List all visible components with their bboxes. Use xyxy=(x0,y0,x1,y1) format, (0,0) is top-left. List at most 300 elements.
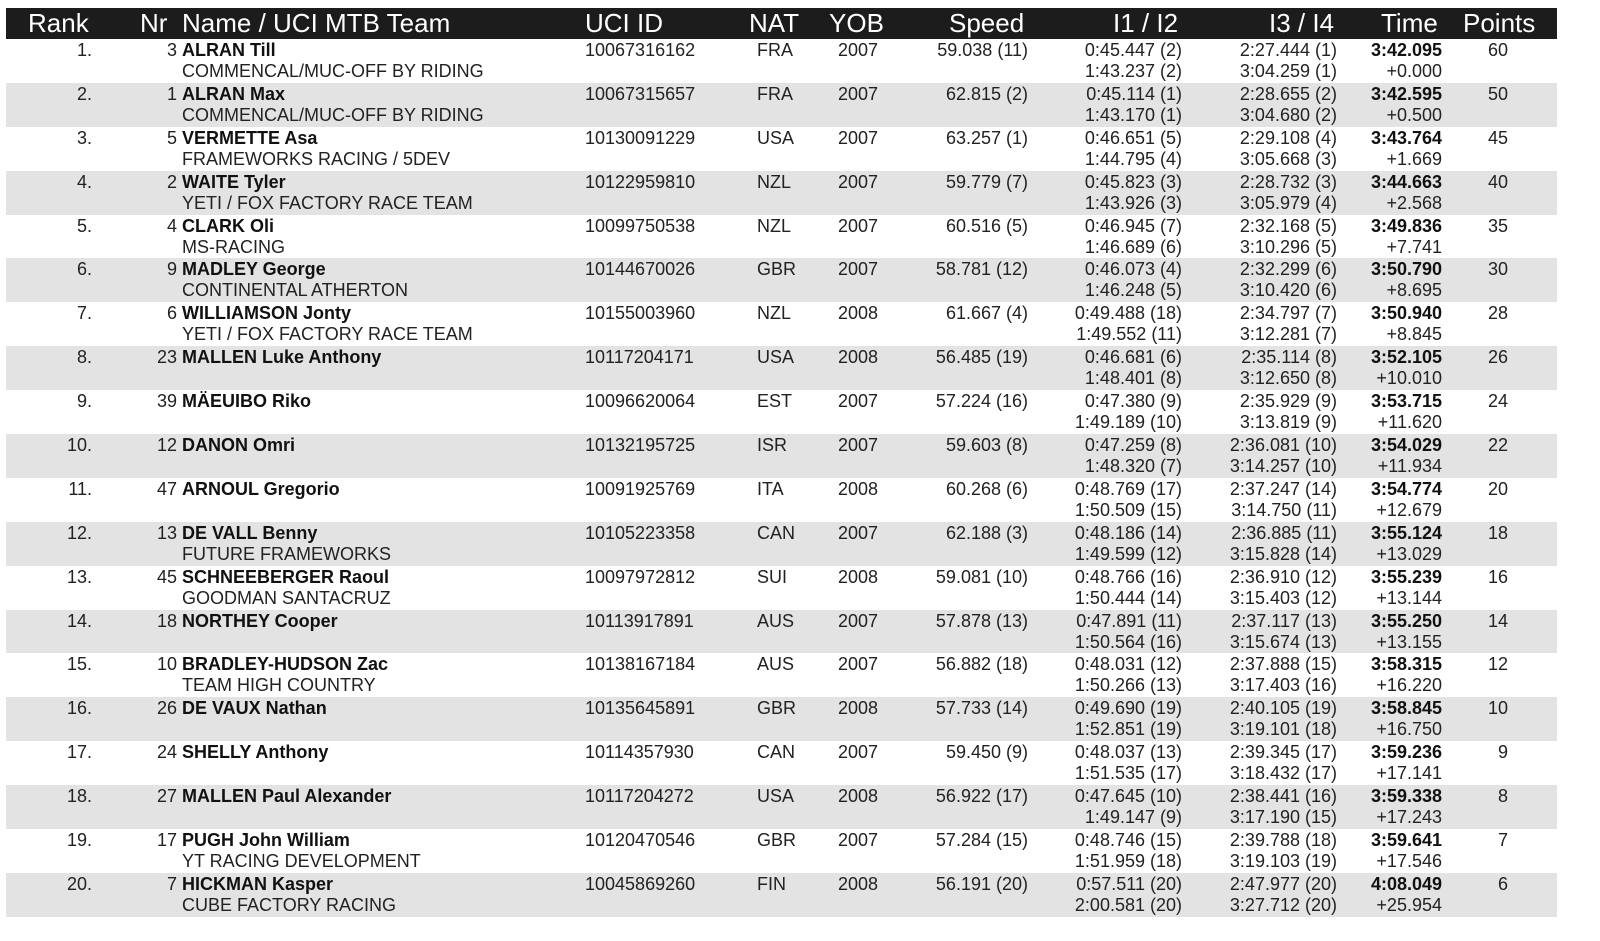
nation-cell: FRA xyxy=(757,83,793,104)
uci-id-cell: 10130091229 xyxy=(585,127,696,148)
speed-cell: 60.268 (6) xyxy=(945,478,1028,499)
rider-name: DANON Omri xyxy=(182,435,296,456)
rank-cell: 8. xyxy=(76,347,92,368)
speed-cell: 59.779 (7) xyxy=(945,171,1028,192)
team-name: FRAMEWORKS RACING / 5DEV xyxy=(182,148,451,169)
uci-id-cell: 10132195725 xyxy=(585,435,696,456)
number-cell: 45 xyxy=(156,566,177,587)
finish-time: 3:54.029 xyxy=(1370,435,1442,456)
rank-cell: 16. xyxy=(66,698,92,719)
split-i2: 1:46.689 (6) xyxy=(1084,236,1182,257)
speed-cell: 58.781 (12) xyxy=(935,259,1028,280)
rank-cell: 17. xyxy=(66,742,92,763)
rank-cell: 6. xyxy=(76,259,92,280)
speed-cell: 56.191 (20) xyxy=(935,873,1028,894)
time-gap: +25.954 xyxy=(1376,894,1442,915)
header-name-team: Name / UCI MTB Team xyxy=(182,8,451,38)
header-nat: NAT xyxy=(749,8,800,38)
points-cell: 9 xyxy=(1497,742,1508,763)
rank-cell: 1. xyxy=(76,40,92,60)
team-name: YETI / FOX FACTORY RACE TEAM xyxy=(182,192,473,213)
split-i4: 3:19.103 (19) xyxy=(1229,851,1337,872)
split-i4: 3:17.190 (15) xyxy=(1229,807,1337,828)
time-gap: +0.000 xyxy=(1386,61,1442,81)
split-i4: 3:14.750 (11) xyxy=(1231,499,1337,520)
split-i3: 2:40.105 (19) xyxy=(1229,698,1337,719)
rank-cell: 14. xyxy=(66,610,92,631)
table-row xyxy=(6,39,1557,83)
split-i4: 3:15.828 (14) xyxy=(1229,543,1337,564)
nation-cell: FRA xyxy=(757,40,793,60)
uci-id-cell: 10097972812 xyxy=(585,566,696,587)
number-cell: 7 xyxy=(166,873,177,894)
number-cell: 10 xyxy=(156,654,177,675)
points-cell: 24 xyxy=(1487,391,1508,412)
yob-cell: 2007 xyxy=(838,522,879,543)
yob-cell: 2007 xyxy=(838,742,879,763)
team-name: MS-RACING xyxy=(182,236,285,257)
split-i1: 0:48.186 (14) xyxy=(1074,522,1182,543)
finish-time: 3:52.105 xyxy=(1370,347,1442,368)
split-i4: 3:19.101 (18) xyxy=(1229,719,1337,740)
rider-name: WAITE Tyler xyxy=(182,171,286,192)
split-i2: 1:49.189 (10) xyxy=(1074,412,1182,433)
rank-cell: 12. xyxy=(66,522,92,543)
split-i2: 1:49.599 (12) xyxy=(1074,543,1182,564)
split-i1: 0:47.891 (11) xyxy=(1076,610,1182,631)
split-i1: 0:46.073 (4) xyxy=(1084,259,1182,280)
header-rank: Rank xyxy=(28,8,89,38)
split-i1: 0:49.690 (19) xyxy=(1074,698,1182,719)
number-cell: 4 xyxy=(166,215,177,236)
finish-time: 3:59.641 xyxy=(1370,830,1442,851)
header-nr: Nr xyxy=(140,8,168,38)
split-i3: 2:38.441 (16) xyxy=(1229,786,1337,807)
split-i3: 2:36.081 (10) xyxy=(1229,435,1337,456)
header-speed: Speed xyxy=(949,8,1025,38)
split-i3: 2:32.168 (5) xyxy=(1239,215,1337,236)
header-i3-i4: I3 / I4 xyxy=(1269,8,1335,38)
rank-cell: 19. xyxy=(66,830,92,851)
nation-cell: GBR xyxy=(757,698,797,719)
speed-cell: 57.878 (13) xyxy=(935,610,1028,631)
rank-cell: 11. xyxy=(68,478,92,499)
split-i4: 3:18.432 (17) xyxy=(1229,763,1337,784)
rider-name: MALLEN Luke Anthony xyxy=(182,347,382,368)
split-i1: 0:47.645 (10) xyxy=(1074,786,1182,807)
table-row xyxy=(6,83,1557,127)
rider-name: DE VALL Benny xyxy=(182,522,318,543)
team-name: FUTURE FRAMEWORKS xyxy=(182,543,391,564)
split-i3: 2:27.444 (1) xyxy=(1239,40,1337,60)
points-cell: 50 xyxy=(1487,83,1508,104)
yob-cell: 2007 xyxy=(838,259,879,280)
yob-cell: 2007 xyxy=(838,215,879,236)
time-gap: +17.243 xyxy=(1376,807,1442,828)
points-cell: 22 xyxy=(1487,435,1508,456)
split-i1: 0:45.823 (3) xyxy=(1084,171,1182,192)
split-i3: 2:37.888 (15) xyxy=(1229,654,1337,675)
table-row xyxy=(6,302,1557,346)
time-gap: +16.220 xyxy=(1376,675,1442,696)
team-name: COMMENCAL/MUC-OFF BY RIDING xyxy=(182,104,484,125)
uci-id-cell: 10135645891 xyxy=(585,698,696,719)
split-i1: 0:46.681 (6) xyxy=(1084,347,1182,368)
rider-name: ALRAN Till xyxy=(182,40,276,60)
rider-name: MADLEY George xyxy=(182,259,326,280)
rank-cell: 9. xyxy=(76,391,92,412)
split-i3: 2:28.655 (2) xyxy=(1239,83,1337,104)
split-i3: 2:35.114 (8) xyxy=(1241,347,1337,368)
yob-cell: 2007 xyxy=(838,391,879,412)
table-row xyxy=(6,390,1557,434)
finish-time: 3:59.338 xyxy=(1370,786,1442,807)
table-body xyxy=(6,39,1557,917)
finish-time: 3:55.250 xyxy=(1370,610,1442,631)
nation-cell: EST xyxy=(757,391,793,412)
rider-name: NORTHEY Cooper xyxy=(182,610,338,631)
split-i2: 1:43.926 (3) xyxy=(1084,192,1182,213)
number-cell: 3 xyxy=(166,40,177,60)
team-name: CONTINENTAL ATHERTON xyxy=(182,280,409,301)
split-i2: 2:00.581 (20) xyxy=(1074,894,1182,915)
yob-cell: 2007 xyxy=(838,654,879,675)
rank-cell: 20. xyxy=(66,873,92,894)
split-i4: 3:10.296 (5) xyxy=(1239,236,1337,257)
rider-name: VERMETTE Asa xyxy=(182,127,318,148)
points-cell: 60 xyxy=(1487,40,1508,60)
number-cell: 27 xyxy=(156,786,177,807)
points-cell: 26 xyxy=(1487,347,1508,368)
yob-cell: 2007 xyxy=(838,171,879,192)
split-i1: 0:45.114 (1) xyxy=(1086,83,1182,104)
number-cell: 47 xyxy=(156,478,177,499)
split-i4: 3:14.257 (10) xyxy=(1229,456,1337,477)
table-header xyxy=(6,8,1557,39)
team-name: YETI / FOX FACTORY RACE TEAM xyxy=(182,324,473,345)
table-row xyxy=(6,610,1557,654)
speed-cell: 59.038 (11) xyxy=(937,40,1028,60)
split-i1: 0:49.488 (18) xyxy=(1074,303,1182,324)
rider-name: ARNOUL Gregorio xyxy=(182,478,340,499)
nation-cell: CAN xyxy=(757,522,796,543)
uci-id-cell: 10138167184 xyxy=(585,654,696,675)
time-gap: +7.741 xyxy=(1386,236,1442,257)
finish-time: 3:50.790 xyxy=(1370,259,1442,280)
split-i2: 1:50.509 (15) xyxy=(1074,499,1182,520)
number-cell: 9 xyxy=(166,259,177,280)
rank-cell: 2. xyxy=(76,83,92,104)
nation-cell: USA xyxy=(757,347,795,368)
uci-id-cell: 10114357930 xyxy=(585,742,694,763)
split-i3: 2:47.977 (20) xyxy=(1229,873,1337,894)
yob-cell: 2008 xyxy=(838,786,879,807)
speed-cell: 59.603 (8) xyxy=(945,435,1028,456)
yob-cell: 2008 xyxy=(838,873,879,894)
yob-cell: 2008 xyxy=(838,347,879,368)
uci-id-cell: 10091925769 xyxy=(585,478,696,499)
split-i2: 1:43.237 (2) xyxy=(1084,61,1182,81)
uci-id-cell: 10117204171 xyxy=(585,347,694,368)
rider-name: CLARK Oli xyxy=(182,215,274,236)
number-cell: 12 xyxy=(156,435,177,456)
speed-cell: 63.257 (1) xyxy=(945,127,1028,148)
yob-cell: 2008 xyxy=(838,698,879,719)
split-i3: 2:28.732 (3) xyxy=(1239,171,1337,192)
split-i2: 1:49.147 (9) xyxy=(1084,807,1182,828)
uci-id-cell: 10113917891 xyxy=(585,610,694,631)
table-row xyxy=(6,434,1557,478)
time-gap: +1.669 xyxy=(1386,148,1442,169)
split-i2: 1:46.248 (5) xyxy=(1084,280,1182,301)
split-i2: 1:48.401 (8) xyxy=(1084,368,1182,389)
time-gap: +10.010 xyxy=(1376,368,1442,389)
points-cell: 35 xyxy=(1487,215,1508,236)
yob-cell: 2008 xyxy=(838,303,879,324)
uci-id-cell: 10045869260 xyxy=(585,873,696,894)
team-name: YT RACING DEVELOPMENT xyxy=(182,851,421,872)
time-gap: +8.695 xyxy=(1386,280,1442,301)
points-cell: 6 xyxy=(1497,873,1508,894)
time-gap: +13.029 xyxy=(1376,543,1442,564)
speed-cell: 62.815 (2) xyxy=(945,83,1028,104)
rider-name: MALLEN Paul Alexander xyxy=(182,786,392,807)
team-name: CUBE FACTORY RACING xyxy=(182,894,397,915)
split-i4: 3:05.668 (3) xyxy=(1239,148,1337,169)
finish-time: 3:43.764 xyxy=(1370,127,1442,148)
split-i4: 3:12.281 (7) xyxy=(1239,324,1337,345)
split-i4: 3:05.979 (4) xyxy=(1239,192,1337,213)
speed-cell: 56.882 (18) xyxy=(935,654,1028,675)
split-i2: 1:48.320 (7) xyxy=(1084,456,1182,477)
points-cell: 20 xyxy=(1487,478,1508,499)
split-i4: 3:10.420 (6) xyxy=(1239,280,1337,301)
uci-id-cell: 10122959810 xyxy=(585,171,696,192)
split-i3: 2:29.108 (4) xyxy=(1239,127,1337,148)
points-cell: 8 xyxy=(1497,786,1508,807)
header-points: Points xyxy=(1463,8,1536,38)
split-i3: 2:37.247 (14) xyxy=(1229,478,1337,499)
nation-cell: USA xyxy=(757,127,795,148)
time-gap: +11.620 xyxy=(1377,412,1442,433)
nation-cell: AUS xyxy=(757,610,795,631)
split-i1: 0:48.031 (12) xyxy=(1074,654,1182,675)
split-i1: 0:47.259 (8) xyxy=(1084,435,1182,456)
rider-name: SHELLY Anthony xyxy=(182,742,329,763)
time-gap: +13.144 xyxy=(1376,587,1442,608)
split-i1: 0:48.766 (16) xyxy=(1074,566,1182,587)
number-cell: 39 xyxy=(156,391,177,412)
rank-cell: 7. xyxy=(76,303,92,324)
table-row xyxy=(6,258,1557,302)
finish-time: 3:44.663 xyxy=(1370,171,1442,192)
rider-name: BRADLEY-HUDSON Zac xyxy=(182,654,389,675)
split-i2: 1:52.851 (19) xyxy=(1074,719,1182,740)
finish-time: 3:49.836 xyxy=(1370,215,1442,236)
table-row xyxy=(6,785,1557,829)
split-i1: 0:48.746 (15) xyxy=(1074,830,1182,851)
split-i3: 2:32.299 (6) xyxy=(1239,259,1337,280)
finish-time: 3:42.095 xyxy=(1370,40,1442,60)
rider-name: SCHNEEBERGER Raoul xyxy=(182,566,390,587)
finish-time: 3:50.940 xyxy=(1370,303,1442,324)
number-cell: 6 xyxy=(166,303,177,324)
finish-time: 3:54.774 xyxy=(1370,478,1442,499)
split-i3: 2:36.910 (12) xyxy=(1229,566,1337,587)
split-i3: 2:36.885 (11) xyxy=(1231,522,1337,543)
split-i1: 0:48.037 (13) xyxy=(1074,742,1182,763)
nation-cell: NZL xyxy=(757,215,792,236)
split-i4: 3:15.403 (12) xyxy=(1229,587,1337,608)
nation-cell: USA xyxy=(757,786,795,807)
rank-cell: 3. xyxy=(76,127,92,148)
split-i1: 0:57.511 (20) xyxy=(1076,873,1182,894)
uci-id-cell: 10144670026 xyxy=(585,259,696,280)
points-cell: 12 xyxy=(1487,654,1508,675)
rank-cell: 18. xyxy=(66,786,92,807)
rank-cell: 15. xyxy=(66,654,92,675)
split-i2: 1:51.535 (17) xyxy=(1074,763,1182,784)
split-i2: 1:43.170 (1) xyxy=(1084,104,1182,125)
table-row xyxy=(6,346,1557,390)
points-cell: 30 xyxy=(1487,259,1508,280)
yob-cell: 2007 xyxy=(838,83,879,104)
table-row xyxy=(6,478,1557,522)
finish-time: 4:08.049 xyxy=(1370,873,1442,894)
time-gap: +8.845 xyxy=(1386,324,1442,345)
nation-cell: SUI xyxy=(757,566,788,587)
points-cell: 45 xyxy=(1487,127,1508,148)
split-i2: 1:50.564 (16) xyxy=(1074,631,1182,652)
finish-time: 3:55.124 xyxy=(1370,522,1442,543)
split-i2: 1:50.266 (13) xyxy=(1074,675,1182,696)
split-i4: 3:15.674 (13) xyxy=(1229,631,1337,652)
points-cell: 40 xyxy=(1487,171,1508,192)
split-i3: 2:34.797 (7) xyxy=(1239,303,1337,324)
table-row xyxy=(6,653,1557,697)
split-i3: 2:39.345 (17) xyxy=(1229,742,1337,763)
uci-id-cell: 10155003960 xyxy=(585,303,696,324)
time-gap: +11.934 xyxy=(1377,456,1442,477)
split-i2: 1:49.552 (11) xyxy=(1076,324,1182,345)
speed-cell: 61.667 (4) xyxy=(945,303,1028,324)
split-i2: 1:44.795 (4) xyxy=(1084,148,1182,169)
time-gap: +0.500 xyxy=(1386,104,1442,125)
split-i4: 3:17.403 (16) xyxy=(1229,675,1337,696)
finish-time: 3:59.236 xyxy=(1370,742,1442,763)
split-i1: 0:47.380 (9) xyxy=(1084,391,1182,412)
header-yob: YOB xyxy=(829,8,884,38)
split-i1: 0:45.447 (2) xyxy=(1084,40,1182,60)
nation-cell: FIN xyxy=(757,873,786,894)
results-table xyxy=(6,8,1557,917)
speed-cell: 62.188 (3) xyxy=(945,522,1028,543)
speed-cell: 59.081 (10) xyxy=(935,566,1028,587)
speed-cell: 57.733 (14) xyxy=(935,698,1028,719)
yob-cell: 2007 xyxy=(838,610,879,631)
yob-cell: 2007 xyxy=(838,40,879,60)
number-cell: 24 xyxy=(156,742,177,763)
finish-time: 3:58.845 xyxy=(1370,698,1442,719)
time-gap: +17.141 xyxy=(1376,763,1442,784)
uci-id-cell: 10067316162 xyxy=(585,40,696,60)
split-i4: 3:27.712 (20) xyxy=(1229,894,1337,915)
split-i3: 2:39.788 (18) xyxy=(1229,830,1337,851)
rank-cell: 10. xyxy=(66,435,92,456)
time-gap: +17.546 xyxy=(1376,851,1442,872)
uci-id-cell: 10067315657 xyxy=(585,83,696,104)
team-name: TEAM HIGH COUNTRY xyxy=(182,675,376,696)
table-row xyxy=(6,829,1557,873)
split-i3: 2:37.117 (13) xyxy=(1231,610,1337,631)
table-row xyxy=(6,566,1557,610)
yob-cell: 2007 xyxy=(838,435,879,456)
uci-id-cell: 10099750538 xyxy=(585,215,696,236)
split-i4: 3:04.259 (1) xyxy=(1239,61,1337,81)
time-gap: +2.568 xyxy=(1386,192,1442,213)
speed-cell: 57.224 (16) xyxy=(935,391,1028,412)
split-i1: 0:46.651 (5) xyxy=(1084,127,1182,148)
table-row xyxy=(6,873,1557,917)
points-cell: 28 xyxy=(1487,303,1508,324)
number-cell: 23 xyxy=(156,347,177,368)
speed-cell: 57.284 (15) xyxy=(935,830,1028,851)
yob-cell: 2007 xyxy=(838,127,879,148)
split-i4: 3:04.680 (2) xyxy=(1239,104,1337,125)
nation-cell: GBR xyxy=(757,830,797,851)
number-cell: 26 xyxy=(156,698,177,719)
points-cell: 7 xyxy=(1497,830,1508,851)
split-i2: 1:51.959 (18) xyxy=(1074,851,1182,872)
rank-cell: 13. xyxy=(66,566,92,587)
number-cell: 1 xyxy=(166,83,177,104)
number-cell: 17 xyxy=(156,830,177,851)
nation-cell: CAN xyxy=(757,742,796,763)
rider-name: MÄEUIBO Riko xyxy=(182,391,312,412)
nation-cell: GBR xyxy=(757,259,797,280)
split-i3: 2:35.929 (9) xyxy=(1239,391,1337,412)
points-cell: 18 xyxy=(1487,522,1508,543)
yob-cell: 2007 xyxy=(838,830,879,851)
speed-cell: 60.516 (5) xyxy=(945,215,1028,236)
nation-cell: AUS xyxy=(757,654,795,675)
points-cell: 14 xyxy=(1487,610,1508,631)
nation-cell: NZL xyxy=(757,303,792,324)
rider-name: HICKMAN Kasper xyxy=(182,873,334,894)
rider-name: DE VAUX Nathan xyxy=(182,698,327,719)
points-cell: 16 xyxy=(1487,566,1508,587)
header-i1-i2: I1 / I2 xyxy=(1113,8,1179,38)
table-row xyxy=(6,215,1557,259)
number-cell: 2 xyxy=(166,171,177,192)
rider-name: WILLIAMSON Jonty xyxy=(182,303,351,324)
header-uci-id: UCI ID xyxy=(585,8,663,38)
number-cell: 13 xyxy=(156,522,177,543)
points-cell: 10 xyxy=(1487,698,1508,719)
split-i1: 0:48.769 (17) xyxy=(1074,478,1182,499)
table-row xyxy=(6,522,1557,566)
uci-id-cell: 10105223358 xyxy=(585,522,696,543)
nation-cell: ITA xyxy=(757,478,784,499)
finish-time: 3:58.315 xyxy=(1370,654,1442,675)
rank-cell: 5. xyxy=(76,215,92,236)
split-i4: 3:12.650 (8) xyxy=(1239,368,1337,389)
number-cell: 5 xyxy=(166,127,177,148)
rank-cell: 4. xyxy=(76,171,92,192)
table-row xyxy=(6,741,1557,785)
rider-name: ALRAN Max xyxy=(182,83,286,104)
table-row xyxy=(6,171,1557,215)
